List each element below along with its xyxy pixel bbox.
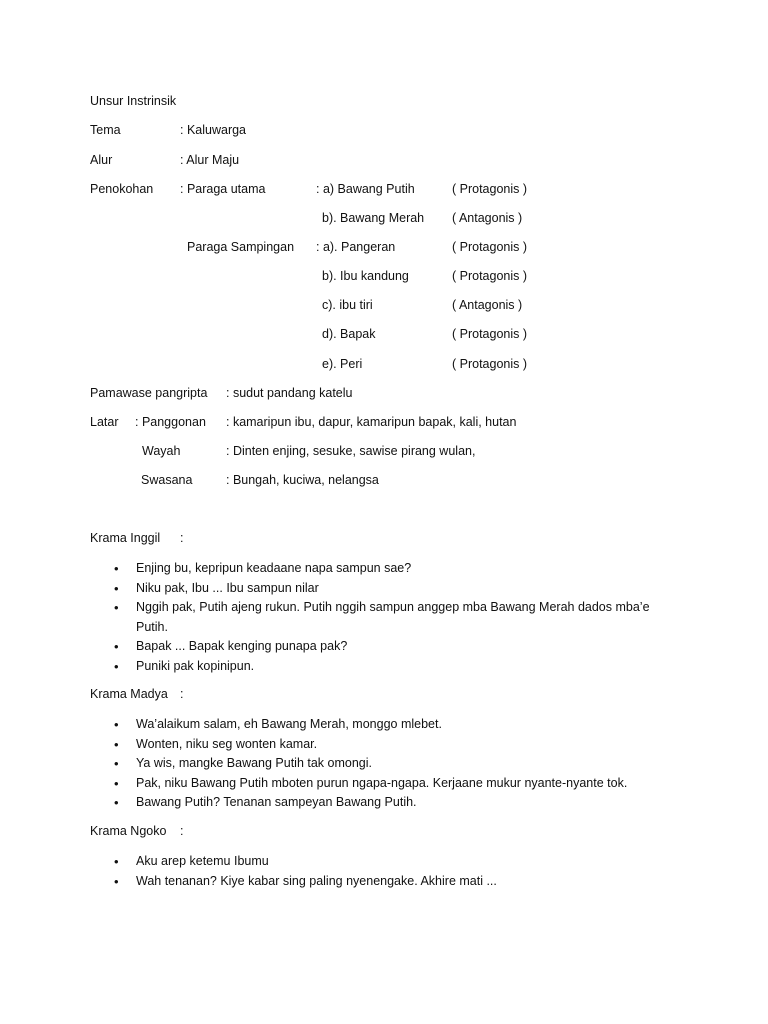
- list-item: [90, 637, 676, 657]
- list-item-text: • Nggih pak, Putih ajeng rukun. Putih nggih sampun anggep mba Bawang Merah dados mba’e Putih.: [136, 600, 650, 634]
- latar-label: Latar: [90, 415, 119, 429]
- list-item: [90, 735, 627, 755]
- wayah-value: : Dinten enjing, sesuke, sawise pirang wulan,: [226, 444, 476, 458]
- krama-ngoko-heading: Krama Ngoko: [90, 824, 167, 838]
- list-item: [90, 559, 676, 579]
- paraga-utama-label: : Paraga utama: [180, 182, 266, 196]
- panggonan-value: : kamaripun ibu, dapur, kamaripun bapak, kali, hutan: [226, 415, 517, 429]
- alur-label: Alur: [90, 153, 113, 167]
- krama-madya-colon: :: [180, 687, 184, 701]
- list-item: [90, 774, 627, 794]
- list-item: [90, 852, 497, 872]
- list-item-text: Wonten, niku seg wonten kamar.: [136, 736, 318, 751]
- tema-value: : Kaluwarga: [180, 123, 247, 137]
- list-item-text: Wa’alaikum salam, eh Bawang Merah, monggo mlebet.: [136, 717, 442, 731]
- list-item-text: Aku arep ketemu Ibumu: [136, 854, 269, 868]
- character-role: ( Protagonis ): [452, 327, 528, 341]
- list-item-text: Pak, niku Bawang Putih mboten purun ngapa-ngapa. Kerjaane mukur nyante-nyante tok.: [136, 775, 628, 790]
- panggonan-label: : Panggonan: [135, 415, 206, 429]
- character-name: d). Bapak: [322, 327, 376, 341]
- list-item: [90, 872, 497, 892]
- section-title: Unsur Instrinsik: [90, 94, 177, 108]
- list-item: [90, 793, 627, 813]
- character-name: b). Bawang Merah: [322, 211, 425, 225]
- swasana-value: : Bungah, kuciwa, nelangsa: [226, 473, 379, 487]
- list-item: [90, 754, 627, 774]
- list-item-text: Bapak ... Bapak kenging punapa pak?: [136, 639, 348, 653]
- list-item: [90, 598, 676, 637]
- list-item-text: Ya wis, mangke Bawang Putih tak omongi.: [136, 756, 373, 770]
- character-name: : a) Bawang Putih: [316, 182, 415, 196]
- list-item: [90, 657, 676, 677]
- character-role: ( Protagonis ): [452, 269, 528, 283]
- character-name: b). Ibu kandung: [322, 269, 409, 283]
- paraga-sampingan-label: Paraga Sampingan: [187, 240, 295, 254]
- krama-inggil-heading: Krama Inggil: [90, 531, 161, 545]
- character-name: c). ibu tiri: [322, 298, 373, 312]
- wayah-label: Wayah: [142, 444, 181, 458]
- list-item: [90, 579, 676, 599]
- list-item: [90, 715, 627, 735]
- krama-madya-heading: Krama Madya: [90, 687, 168, 701]
- swasana-label: Swasana: [141, 473, 193, 487]
- character-name: e). Peri: [322, 357, 363, 371]
- list-item-text: Niku pak, Ibu ... Ibu sampun nilar: [136, 580, 319, 595]
- krama-madya-list: [90, 715, 627, 813]
- list-item-text: Puniki pak kopinipun.: [136, 658, 255, 673]
- character-name: : a). Pangeran: [316, 240, 396, 254]
- krama-ngoko-colon: :: [180, 824, 184, 838]
- krama-inggil-colon: :: [180, 531, 184, 545]
- pamawase-value: : sudut pandang katelu: [226, 386, 353, 400]
- list-item-text: Wah tenanan? Kiye kabar sing paling nyenengake. Akhire mati ...: [136, 873, 497, 888]
- tema-label: Tema: [90, 123, 121, 137]
- list-item-text: Bawang Putih? Tenanan sampeyan Bawang Putih.: [136, 795, 417, 809]
- character-role: ( Antagonis ): [452, 298, 523, 312]
- krama-ngoko-list: [90, 852, 497, 891]
- penokohan-label: Penokohan: [90, 182, 154, 196]
- alur-value: : Alur Maju: [180, 153, 240, 167]
- character-role: ( Protagonis ): [452, 357, 528, 371]
- character-role: ( Antagonis ): [452, 211, 523, 225]
- character-role: ( Protagonis ): [452, 182, 528, 196]
- krama-inggil-list: [90, 559, 676, 676]
- pamawase-label: Pamawase pangripta: [90, 386, 208, 400]
- list-item-text: Enjing bu, kepripun keadaane napa sampun sae?: [136, 561, 412, 575]
- character-role: ( Protagonis ): [452, 240, 528, 254]
